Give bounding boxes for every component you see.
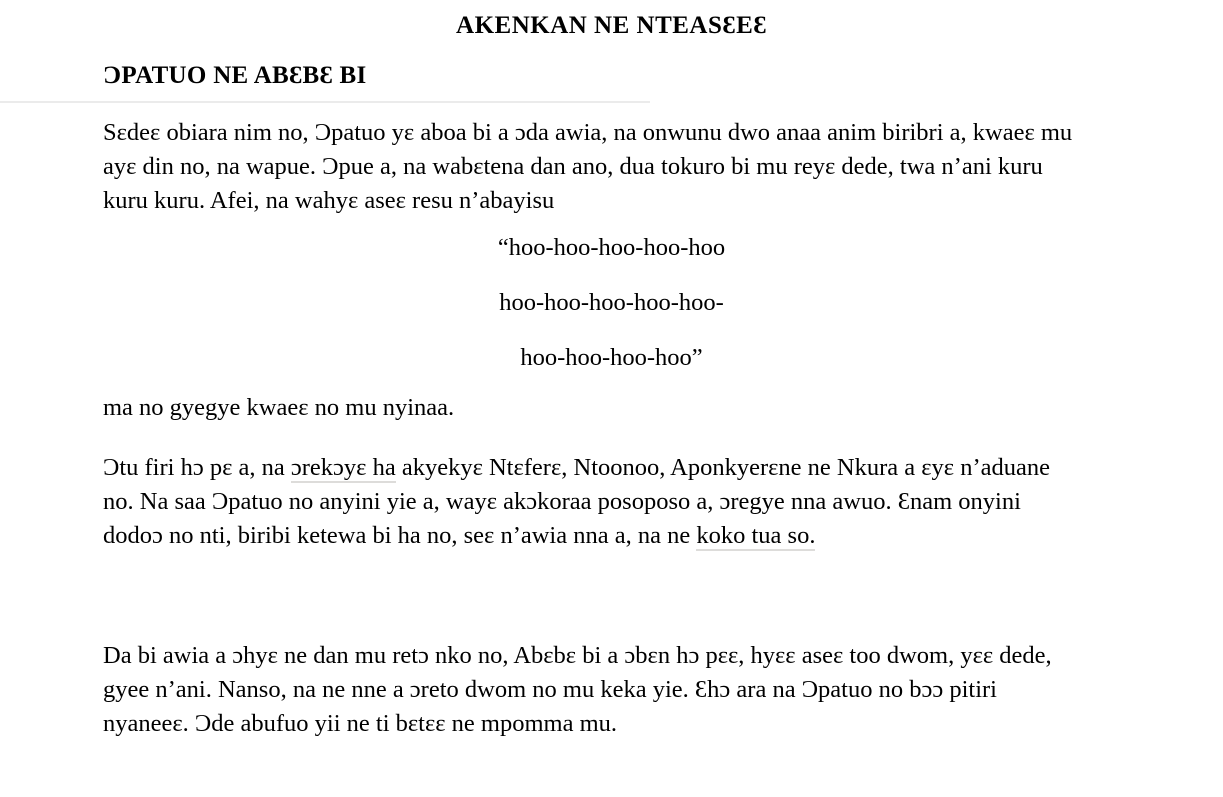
document-title: AKENKAN NE NTEASƐEƐ	[456, 12, 767, 39]
body-paragraph-3: Da bi awia a ɔhyɛ ne dan mu retɔ nko no, Abɛbɛ bi a ɔbɛn hɔ pɛɛ, hyɛɛ aseɛ too dwom, yɛɛ dede, gyee n’ani. Nanso, na ne nne a ɔreto dwom no mu keka yie. Ɛhɔ ara na Ɔpatuo no bɔɔ pitiri nyaneeɛ. Ɔde abufuo yii ne ti bɛtɛɛ ne mpomma mu.	[103, 642, 1052, 737]
body-paragraph-2	[0, 451, 1223, 553]
body-paragraph-1: Sɛdeɛ obiara nim no, Ɔpatuo yɛ aboa bi a ɔda awia, na onwunu dwo anaa anim biribri a, kwaeɛ mu ayɛ din no, na wapue. Ɔpue a, na wabɛtena dan ano, dua tokuro bi mu reyɛ dede, twa n’ani kuru kuru kuru. Afei, na wahyɛ aseɛ resu n’abayisu	[103, 119, 1073, 214]
body-paragraph-1-close: ma no gyegye kwaeɛ no mu nyinaa.	[103, 394, 455, 421]
chant-line-1: “hoo-hoo-hoo-hoo-hoo	[497, 234, 726, 261]
scan-artifact-line	[0, 101, 650, 103]
chant-line-2: hoo-hoo-hoo-hoo-hoo-	[499, 289, 724, 316]
chant-block	[0, 220, 1223, 385]
paragraph-2-underlined-phrase-2: koko tua so.	[696, 522, 816, 549]
paragraph-2-segment: Ɔtu firi hɔ pɛ a, na	[103, 454, 291, 481]
paragraph-2-underlined-phrase-1: ɔrekɔyɛ ha	[290, 454, 396, 481]
section-heading: ƆPATUO NE ABƐBƐ BI	[103, 62, 367, 89]
paragraph-2-segment: akyekyɛ Ntɛferɛ, Ntoonoo, Aponkyerɛne ne Nkura a ɛyɛ n’aduane no. Na saa Ɔpatuo no anyini yie a, wayɛ akɔkoraa posoposo a, ɔregye nna awuo. Ɛnam onyini dodoɔ no nti, biribi ketewa bi ha no, seɛ n’awia nna a, na ne	[103, 454, 1051, 549]
chant-line-3: hoo-hoo-hoo-hoo”	[520, 344, 703, 371]
